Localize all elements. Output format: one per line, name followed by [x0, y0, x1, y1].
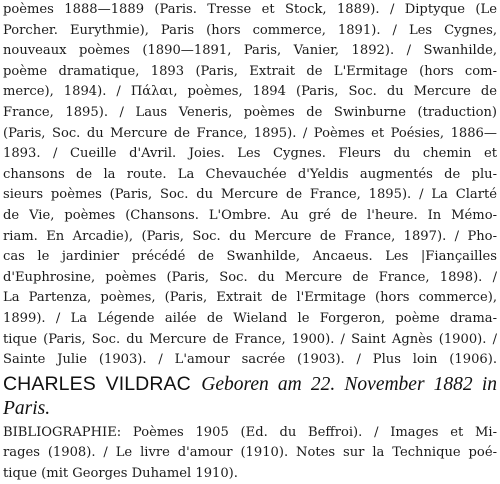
text-line: de Vie, poèmes (Chansons. L'Ombre. Au gré de l'heure. In Mémo-	[3, 207, 497, 223]
text-line: nouveaux poèmes (1890—1891, Paris, Vanier, 1892). / Swanhilde,	[3, 43, 497, 59]
text-line: Sainte Julie (1903). / L'amour sacrée (1903). / Plus loin (1906).	[3, 352, 497, 368]
entry-text-block	[3, 0, 497, 371]
text-line: 1899). / La Légende ailée de Wieland le Forgeron, poème drama-	[3, 310, 497, 326]
document-page	[3, 0, 497, 484]
text-line: (Paris, Soc. du Mercure de France, 1895). / Poèmes et Poésies, 1886—	[3, 125, 497, 141]
text-line: poèmes 1888—1889 (Paris. Tresse et Stock, 1889). / Diptyque (Le	[3, 2, 497, 17]
text-line: sieurs poèmes (Paris, Soc. du Mercure de France, 1895). / La Clarté	[3, 187, 497, 203]
text-line: poème dramatique, 1893 (Paris, Extrait de L'Ermitage (hors com-	[3, 63, 497, 79]
text-line: tique (Paris, Soc. du Mercure de France, 1900). / Saint Agnès (1900). /	[3, 331, 497, 347]
text-line: La Partenza, poèmes, (Paris, Extrait de l'Ermitage (hors commerce),	[3, 290, 497, 306]
author-heading-line	[3, 371, 497, 396]
bibliography-line: BIBLIOGRAPHIE: Poèmes 1905 (Ed. du Beffroi). / Images et Mi-	[3, 424, 497, 440]
author-birth-place: Paris.	[3, 397, 51, 419]
text-line: 1893. / Cueille d'Avril. Joies. Les Cygnes. Fleurs du chemin et	[3, 146, 497, 162]
author-name: CHARLES VILDRAC	[3, 372, 191, 395]
author-birth-info: Geboren am 22. November 1882 in	[201, 373, 497, 395]
bibliography-block	[3, 423, 497, 484]
text-line: cas le jardinier précédé de Swanhilde, Ancaeus. Les |Fiançailles	[3, 249, 497, 265]
author-heading	[3, 371, 497, 423]
text-line: merce), 1894). / Πάλαι, poèmes, 1894 (Paris, Soc. du Mercure de	[3, 84, 497, 100]
text-line: riam. En Arcadie), (Paris, Soc. du Mercure de France, 1897). / Pho-	[3, 228, 497, 244]
text-line: d'Euphrosine, poèmes (Paris, Soc. du Mercure de France, 1898). /	[3, 269, 497, 285]
bibliography-line: tique (mit Georges Duhamel 1910).	[3, 465, 238, 481]
text-line: France, 1895). / Laus Veneris, poèmes de Swinburne (traduction)	[3, 104, 497, 120]
text-line: chansons de la route. La Chevauchée d'Yeldis augmentés de plu-	[3, 166, 497, 182]
text-line: Porcher. Eurythmie), Paris (hors commerce, 1891). / Les Cygnes,	[3, 22, 497, 38]
bibliography-line: rages (1908). / Le livre d'amour (1910). Notes sur la Technique poé-	[3, 445, 497, 461]
